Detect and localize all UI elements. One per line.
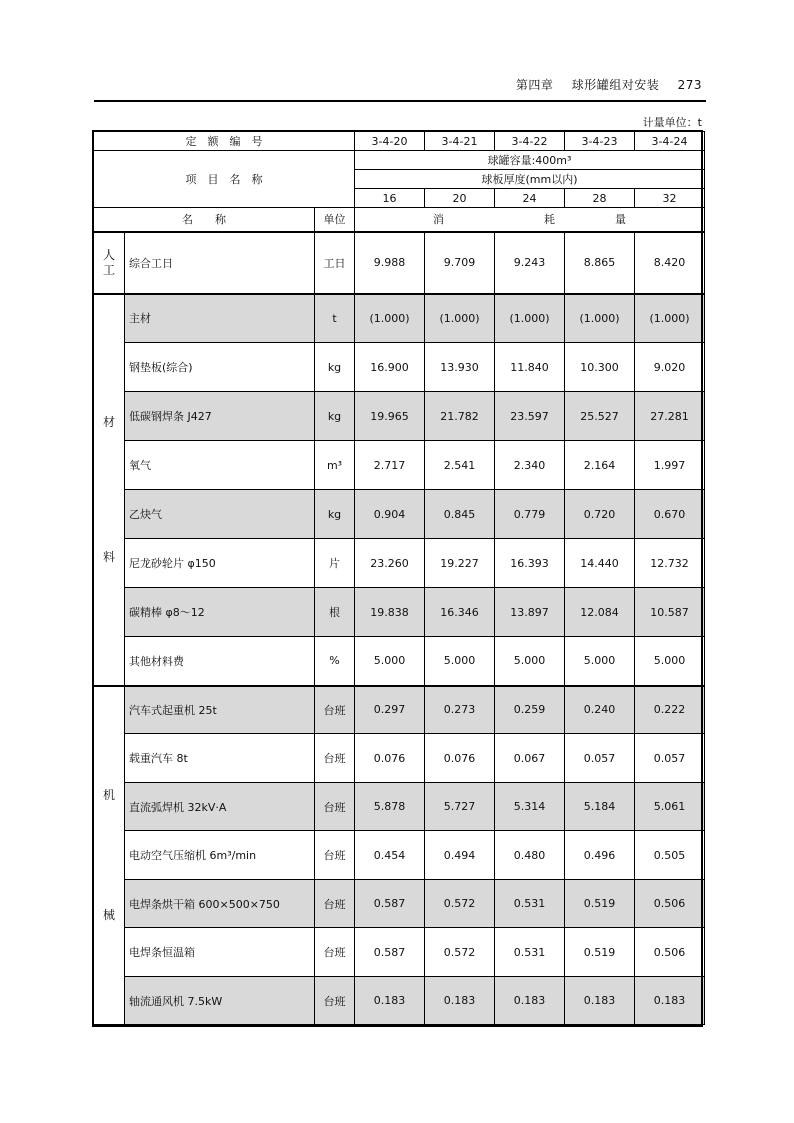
item-value: 19.965 xyxy=(355,392,425,441)
thickness-value: 24 xyxy=(495,189,565,208)
data-row xyxy=(94,539,705,588)
thickness-value: 32 xyxy=(635,189,705,208)
item-value: 0.670 xyxy=(635,490,705,539)
category-char: 料 xyxy=(102,549,115,564)
page-number: 273 xyxy=(677,78,702,92)
item-value: 0.259 xyxy=(495,686,565,734)
item-value: 16.393 xyxy=(495,539,565,588)
item-value: 0.496 xyxy=(565,831,635,880)
item-value: 5.000 xyxy=(635,637,705,686)
data-row xyxy=(94,490,705,539)
item-value: (1.000) xyxy=(495,294,565,343)
item-value: 9.020 xyxy=(635,343,705,392)
data-row xyxy=(94,928,705,977)
quota-code: 3-4-24 xyxy=(635,132,705,151)
item-value: 12.732 xyxy=(635,539,705,588)
thickness-value: 28 xyxy=(565,189,635,208)
item-name: 电动空气压缩机 6m³/min xyxy=(125,831,315,880)
thickness-value: 20 xyxy=(425,189,495,208)
item-value: (1.000) xyxy=(355,294,425,343)
item-value: 9.243 xyxy=(495,232,565,294)
item-value: 0.454 xyxy=(355,831,425,880)
category-char: 人 xyxy=(102,248,115,263)
item-value: 5.000 xyxy=(425,637,495,686)
item-value: 0.519 xyxy=(565,880,635,928)
item-unit: 台班 xyxy=(315,880,355,928)
unit-header: 单位 xyxy=(315,208,355,232)
data-row xyxy=(94,831,705,880)
item-value: 0.076 xyxy=(425,734,495,783)
item-unit: 台班 xyxy=(315,686,355,734)
category-char: 材 xyxy=(102,415,115,430)
item-name: 直流弧焊机 32kV·A xyxy=(125,783,315,831)
quota-table xyxy=(93,131,705,1025)
item-value: 0.273 xyxy=(425,686,495,734)
item-unit: 台班 xyxy=(315,831,355,880)
item-value: 0.572 xyxy=(425,928,495,977)
item-value: 13.897 xyxy=(495,588,565,637)
item-value: 0.480 xyxy=(495,831,565,880)
item-value: 0.067 xyxy=(495,734,565,783)
thickness-value: 16 xyxy=(355,189,425,208)
item-value: 5.000 xyxy=(355,637,425,686)
item-value: 0.057 xyxy=(565,734,635,783)
item-value: 8.420 xyxy=(635,232,705,294)
thickness-label: 球板厚度(mm以内) xyxy=(355,170,705,189)
item-unit: 台班 xyxy=(315,977,355,1025)
item-name: 载重汽车 8t xyxy=(125,734,315,783)
item-unit: m³ xyxy=(315,441,355,490)
item-value: 0.183 xyxy=(425,977,495,1025)
category-label xyxy=(94,232,125,294)
item-value: 0.531 xyxy=(495,928,565,977)
item-value: 0.506 xyxy=(635,928,705,977)
item-value: 0.076 xyxy=(355,734,425,783)
item-value: 25.527 xyxy=(565,392,635,441)
consumption-char: 消 xyxy=(433,213,444,227)
category-label xyxy=(94,294,125,686)
data-row xyxy=(94,686,705,734)
item-name: 低碳钢焊条 J427 xyxy=(125,392,315,441)
data-row xyxy=(94,783,705,831)
category-label xyxy=(94,686,125,1025)
item-value: 13.930 xyxy=(425,343,495,392)
data-row xyxy=(94,441,705,490)
name-header: 名 称 xyxy=(94,208,315,232)
item-unit: % xyxy=(315,637,355,686)
item-name: 尼龙砂轮片 φ150 xyxy=(125,539,315,588)
item-value: 0.183 xyxy=(635,977,705,1025)
item-unit: 片 xyxy=(315,539,355,588)
item-name: 综合工日 xyxy=(125,232,315,294)
item-name: 主材 xyxy=(125,294,315,343)
item-value: 21.782 xyxy=(425,392,495,441)
unit-note: 计量单位：t xyxy=(642,116,702,129)
item-unit: kg xyxy=(315,343,355,392)
category-char: 械 xyxy=(102,907,115,922)
item-unit: 台班 xyxy=(315,928,355,977)
item-value: 5.000 xyxy=(565,637,635,686)
item-value: 5.727 xyxy=(425,783,495,831)
item-name: 电焊条烘干箱 600×500×750 xyxy=(125,880,315,928)
item-unit: t xyxy=(315,294,355,343)
item-value: 27.281 xyxy=(635,392,705,441)
item-name: 其他材料费 xyxy=(125,637,315,686)
item-value: (1.000) xyxy=(635,294,705,343)
item-value: 0.183 xyxy=(495,977,565,1025)
item-value: 8.865 xyxy=(565,232,635,294)
item-value: (1.000) xyxy=(425,294,495,343)
item-value: 19.227 xyxy=(425,539,495,588)
data-row xyxy=(94,880,705,928)
item-value: 10.587 xyxy=(635,588,705,637)
category-char: 工 xyxy=(102,262,115,277)
item-unit: kg xyxy=(315,392,355,441)
data-row xyxy=(94,588,705,637)
item-value: 0.494 xyxy=(425,831,495,880)
item-value: 0.587 xyxy=(355,880,425,928)
item-value: 12.084 xyxy=(565,588,635,637)
quota-code: 3-4-20 xyxy=(355,132,425,151)
item-value: 5.061 xyxy=(635,783,705,831)
item-value: 0.572 xyxy=(425,880,495,928)
item-value: 14.440 xyxy=(565,539,635,588)
data-row xyxy=(94,734,705,783)
item-value: (1.000) xyxy=(565,294,635,343)
item-value: 2.717 xyxy=(355,441,425,490)
consumption-char: 量 xyxy=(615,213,626,227)
data-row xyxy=(94,294,705,343)
item-value: 23.260 xyxy=(355,539,425,588)
item-name: 氧气 xyxy=(125,441,315,490)
item-value: 0.505 xyxy=(635,831,705,880)
item-value: 5.000 xyxy=(495,637,565,686)
item-value: 2.340 xyxy=(495,441,565,490)
item-value: 0.297 xyxy=(355,686,425,734)
item-value: 0.845 xyxy=(425,490,495,539)
item-value: 9.988 xyxy=(355,232,425,294)
item-name: 乙炔气 xyxy=(125,490,315,539)
item-value: 23.597 xyxy=(495,392,565,441)
item-value: 0.531 xyxy=(495,880,565,928)
chapter-label: 第四章 xyxy=(515,78,554,92)
category-char: 机 xyxy=(102,788,115,803)
item-name: 碳精棒 φ8～12 xyxy=(125,588,315,637)
quota-code-row xyxy=(94,132,705,151)
item-value: 5.878 xyxy=(355,783,425,831)
item-value: 1.997 xyxy=(635,441,705,490)
consumption-header xyxy=(355,208,705,232)
item-value: 0.904 xyxy=(355,490,425,539)
page-header xyxy=(94,74,706,102)
item-name: 电焊条恒温箱 xyxy=(125,928,315,977)
section-title: 球形罐组对安装 xyxy=(571,78,660,92)
item-name: 汽车式起重机 25t xyxy=(125,686,315,734)
item-value: 0.183 xyxy=(565,977,635,1025)
item-name: 钢垫板(综合) xyxy=(125,343,315,392)
item-value: 9.709 xyxy=(425,232,495,294)
item-value: 5.184 xyxy=(565,783,635,831)
item-value: 2.541 xyxy=(425,441,495,490)
capacity-row xyxy=(94,151,705,170)
quota-code: 3-4-23 xyxy=(565,132,635,151)
item-unit: 工日 xyxy=(315,232,355,294)
quota-code: 3-4-21 xyxy=(425,132,495,151)
item-value: 10.300 xyxy=(565,343,635,392)
quota-code: 3-4-22 xyxy=(495,132,565,151)
column-header-row xyxy=(94,208,705,232)
item-value: 16.900 xyxy=(355,343,425,392)
item-value: 0.587 xyxy=(355,928,425,977)
data-row xyxy=(94,232,705,294)
item-value: 19.838 xyxy=(355,588,425,637)
item-value: 5.314 xyxy=(495,783,565,831)
item-value: 0.222 xyxy=(635,686,705,734)
data-row xyxy=(94,392,705,441)
item-unit: kg xyxy=(315,490,355,539)
item-value: 11.840 xyxy=(495,343,565,392)
item-unit: 根 xyxy=(315,588,355,637)
item-unit: 台班 xyxy=(315,734,355,783)
item-name-label: 项 目 名 称 xyxy=(94,151,355,208)
item-value: 2.164 xyxy=(565,441,635,490)
item-value: 0.519 xyxy=(565,928,635,977)
item-name: 轴流通风机 7.5kW xyxy=(125,977,315,1025)
quota-label: 定 额 编 号 xyxy=(94,132,355,151)
item-value: 0.720 xyxy=(565,490,635,539)
item-value: 16.346 xyxy=(425,588,495,637)
data-row xyxy=(94,637,705,686)
item-value: 0.240 xyxy=(565,686,635,734)
data-row xyxy=(94,977,705,1025)
item-value: 0.183 xyxy=(355,977,425,1025)
item-value: 0.057 xyxy=(635,734,705,783)
consumption-char: 耗 xyxy=(544,213,555,227)
item-value: 0.506 xyxy=(635,880,705,928)
data-row xyxy=(94,343,705,392)
item-value: 0.779 xyxy=(495,490,565,539)
header-text xyxy=(502,76,702,93)
capacity-label: 球罐容量:400m³ xyxy=(355,151,705,170)
item-unit: 台班 xyxy=(315,783,355,831)
